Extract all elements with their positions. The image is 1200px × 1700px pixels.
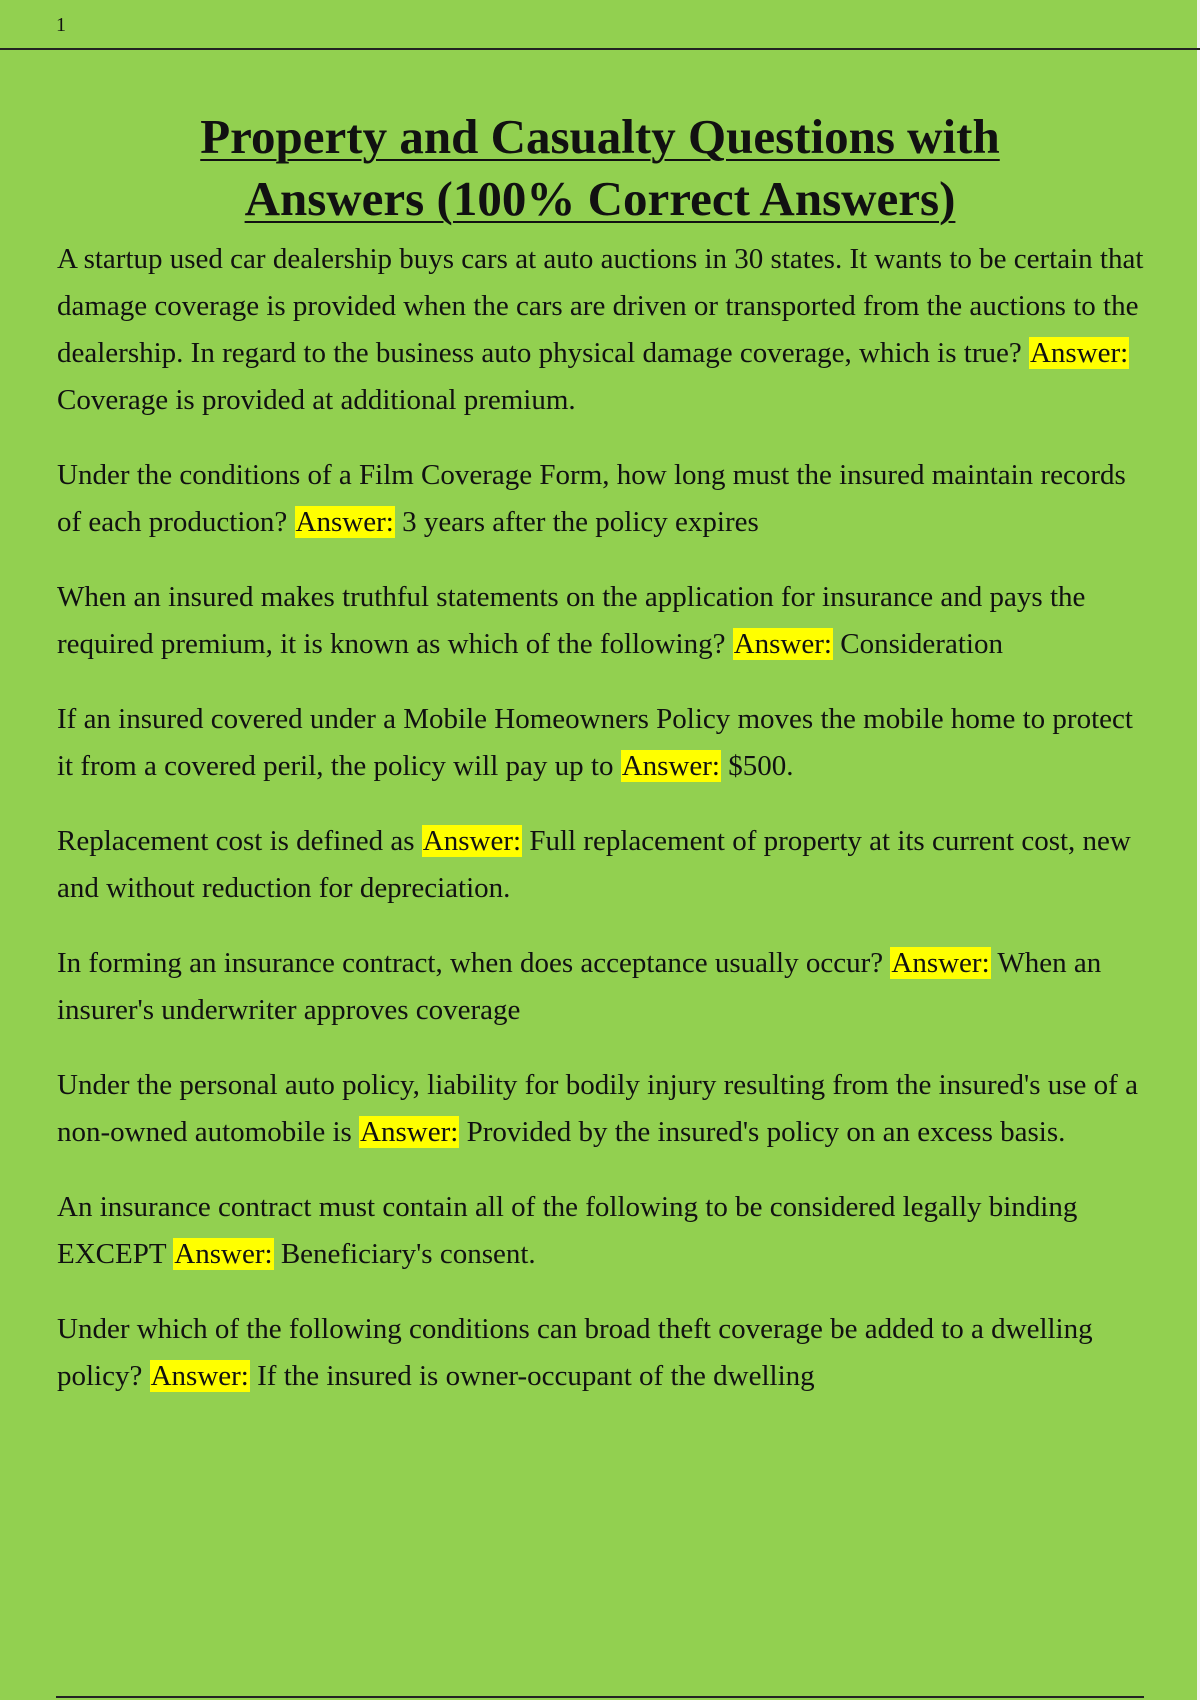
document-title (0, 106, 1200, 230)
answer-text: When an insurer's underwriter approves coverage (57, 947, 1102, 1026)
title-line-2: Answers (100% Correct Answers) (244, 171, 956, 226)
answer-label: Answer: (422, 825, 522, 857)
qa-item (57, 818, 1147, 912)
question-text: In forming an insurance contract, when does acceptance usually occur? (57, 947, 884, 979)
qa-item (57, 940, 1147, 1034)
answer-text: Consideration (840, 628, 1003, 660)
answer-text: Full replacement of property at its current cost, new and without reduction for depreciation. (57, 825, 1131, 904)
answer-text: If the insured is owner-occupant of the dwelling (257, 1360, 815, 1392)
qa-item (57, 1184, 1147, 1278)
answer-text: 3 years after the policy expires (402, 506, 759, 538)
answer-label: Answer: (891, 947, 990, 979)
qa-item (57, 452, 1147, 546)
answer-label: Answer: (733, 628, 832, 660)
question-text: Under the conditions of a Film Coverage Form, how long must the insured maintain records of each production? (57, 459, 1126, 538)
answer-text: Coverage is provided at additional premium. (57, 384, 576, 416)
question-text: Under the personal auto policy, liability for bodily injury resulting from the insured's use of a non-owned automobile is (57, 1069, 1138, 1148)
answer-label: Answer: (150, 1360, 249, 1392)
question-text: A startup used car dealership buys cars at auto auctions in 30 states. It wants to be certain that damage coverage is provided when the cars are driven or transported from the auctions to the dealership. In regard to the business auto physical damage coverage, which is true? (57, 243, 1144, 369)
answer-label: Answer: (174, 1238, 273, 1270)
qa-item (57, 1062, 1147, 1156)
answer-text: Beneficiary's consent. (280, 1238, 536, 1270)
answer-label: Answer: (1029, 337, 1129, 369)
footer-rule (56, 1696, 1144, 1698)
question-text: An insurance contract must contain all of the following to be considered legally binding EXCEPT (57, 1191, 1078, 1270)
answer-text: Provided by the insured's policy on an excess basis. (466, 1116, 1066, 1148)
qa-item (57, 1306, 1147, 1400)
title-line-1: Property and Casualty Questions with (200, 109, 1000, 164)
answer-label: Answer: (295, 506, 394, 538)
question-text: Under which of the following conditions can broad theft coverage be added to a dwelling policy? (57, 1313, 1093, 1392)
qa-item (57, 574, 1147, 668)
header-rule (0, 48, 1200, 50)
qa-item (57, 236, 1147, 424)
question-text: If an insured covered under a Mobile Homeowners Policy moves the mobile home to protect it from a covered peril, the policy will pay up to (57, 703, 1133, 782)
question-text: Replacement cost is defined as (57, 825, 415, 857)
page-number: 1 (56, 14, 66, 36)
answer-text: $500. (728, 750, 794, 782)
qa-list (57, 236, 1147, 1428)
qa-item (57, 696, 1147, 790)
answer-label: Answer: (360, 1116, 459, 1148)
answer-label: Answer: (621, 750, 720, 782)
question-text: When an insured makes truthful statements on the application for insurance and pays the required premium, it is known as which of the following? (57, 581, 1086, 660)
